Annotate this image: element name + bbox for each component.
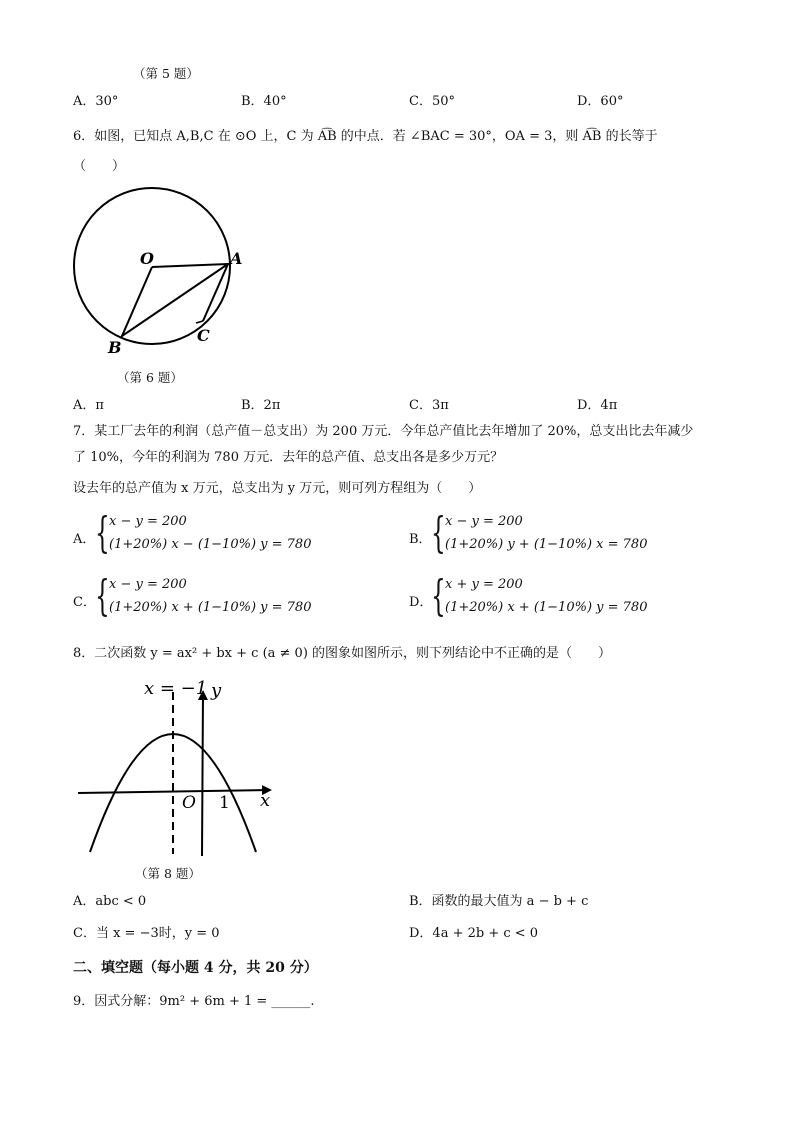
q6-option-d: D．4π [577,398,618,413]
q7-stem-line2: 了 10%，今年的利润为 780 万元．去年的总产值、总支出各是多少万元？ [73,450,504,465]
q8-label-y: y [211,680,222,701]
q8-parabola-figure [72,672,282,862]
q6-stem-line1: 6．如图，已知点 A,B,C 在 ⊙O 上，C 为 A͡B 的中点．若 ∠BAC = 30°，OA = 3，则 A͡B 的长等于 [73,129,658,144]
q6-label-c: C [197,326,210,345]
q9-stem: 9．因式分解：9m² + 6m + 1 = ______. [73,994,315,1009]
q6-label-o: O [140,249,154,268]
brace-icon: { [95,571,110,620]
brace-icon: { [431,508,446,557]
q5-caption: （第 5 题） [133,66,199,81]
q8-caption: （第 8 题） [135,866,201,881]
q8-option-c: C．当 x = −3时，y = 0 [73,926,220,941]
q6-option-c: C．3π [409,398,449,413]
q8-option-a: A．abc < 0 [73,894,147,909]
q7-option-a-eq1: x − y = 200 [109,514,187,529]
q7-option-a-eq2: (1+20%) x − (1−10%) y = 780 [109,537,312,552]
q6-label-b: B [108,338,122,357]
q7-option-a-label: A． [73,532,96,547]
q8-option-d: D．4a + 2b + c < 0 [409,926,539,941]
q7-option-c-eq2: (1+20%) x + (1−10%) y = 780 [109,600,312,615]
q8-label-one: 1 [219,793,230,813]
q6-caption: （第 6 题） [117,370,183,385]
q7-option-b-eq2: (1+20%) y + (1−10%) x = 780 [445,537,648,552]
q7-stem-line1: 7．某工厂去年的利润（总产值－总支出）为 200 万元．今年总产值比去年增加了 20%，总支出比去年减少 [73,424,694,439]
q6-circle-figure [70,182,250,362]
brace-icon: { [95,508,110,557]
q7-option-d-eq2: (1+20%) x + (1−10%) y = 780 [445,600,648,615]
q5-option-d: D．60° [577,94,624,109]
q5-option-a: A．30° [73,94,119,109]
q7-option-c-eq1: x − y = 200 [109,577,187,592]
q6-option-b: B．2π [241,398,281,413]
q7-option-d-label: D． [409,595,433,610]
q7-option-b-label: B． [409,532,432,547]
q8-label-x: x [260,790,271,811]
brace-icon: { [431,571,446,620]
q7-option-c-label: C． [73,595,96,610]
section-2-heading: 二、填空题（每小题 4 分，共 20 分） [73,960,318,976]
q8-stem: 8．二次函数 y = ax² + bx + c (a ≠ 0) 的图象如图所示，则下列结论中不正确的是（ ） [73,646,612,661]
q6-label-a: A [230,249,243,268]
q8-label-axis-of-symmetry: x = −1 [144,678,208,699]
q8-option-b: B．函数的最大值为 a − b + c [409,894,589,909]
q5-option-b: B．40° [241,94,287,109]
q7-stem-line3: 设去年的总产值为 x 万元，总支出为 y 万元，则可列方程组为（ ） [73,481,482,496]
q5-option-c: C．50° [409,94,455,109]
q6-option-a: A．π [73,398,104,413]
q7-option-d-eq1: x + y = 200 [445,577,523,592]
q6-stem-line2: （ ） [73,159,126,174]
q8-label-origin: O [182,793,196,813]
q7-option-b-eq1: x − y = 200 [445,514,523,529]
